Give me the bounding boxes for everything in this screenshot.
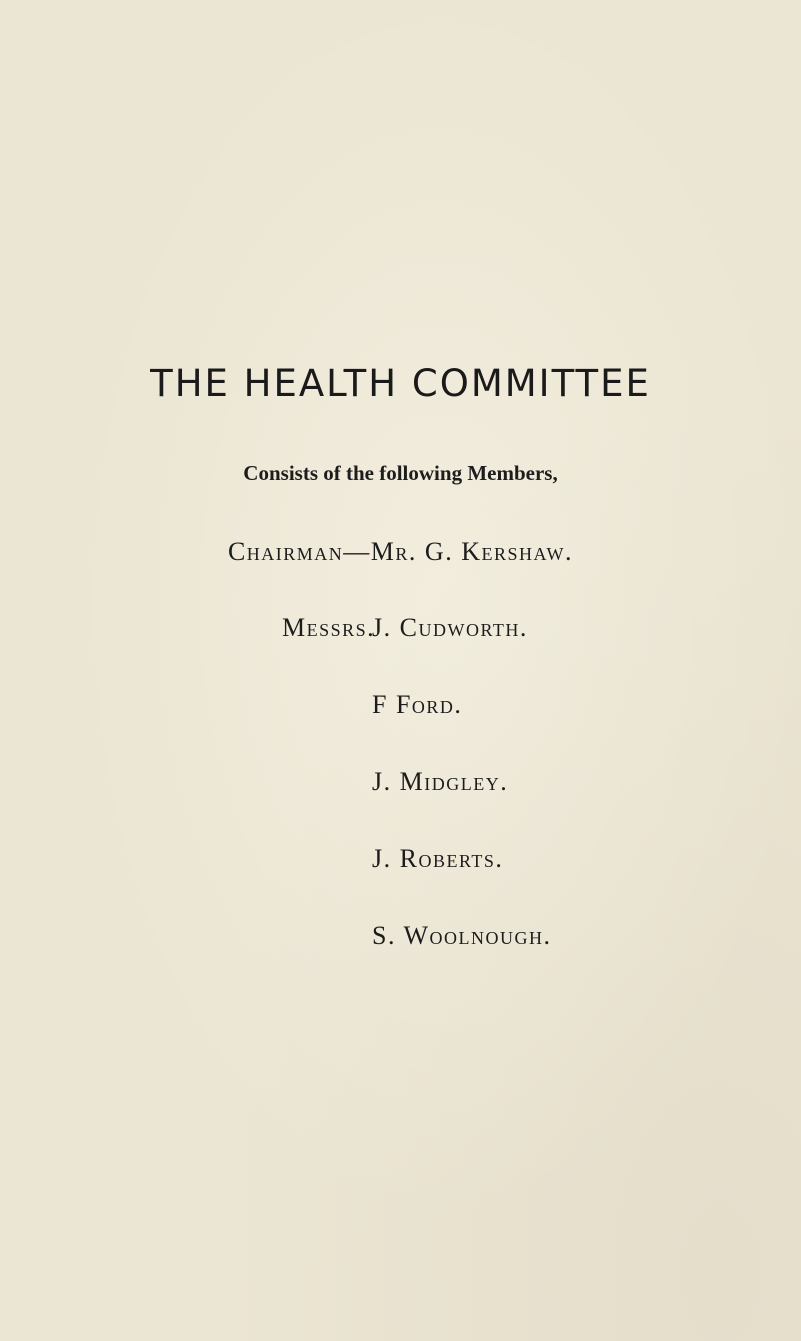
member-name: S. Woolnough. — [372, 921, 552, 950]
member-name: J. Midgley. — [372, 767, 509, 796]
messrs-label: Messrs. — [282, 613, 376, 642]
chairman-line: Chairman—Mr. G. Kershaw. — [227, 537, 574, 566]
page-title: THE HEALTH COMMITTEE — [150, 362, 651, 405]
committee-subtitle: Consists of the following Members, — [243, 461, 558, 485]
member-name: F Ford. — [372, 690, 463, 719]
member-name: J. Cudworth. — [372, 613, 528, 642]
member-name: J. Roberts. — [372, 844, 504, 873]
